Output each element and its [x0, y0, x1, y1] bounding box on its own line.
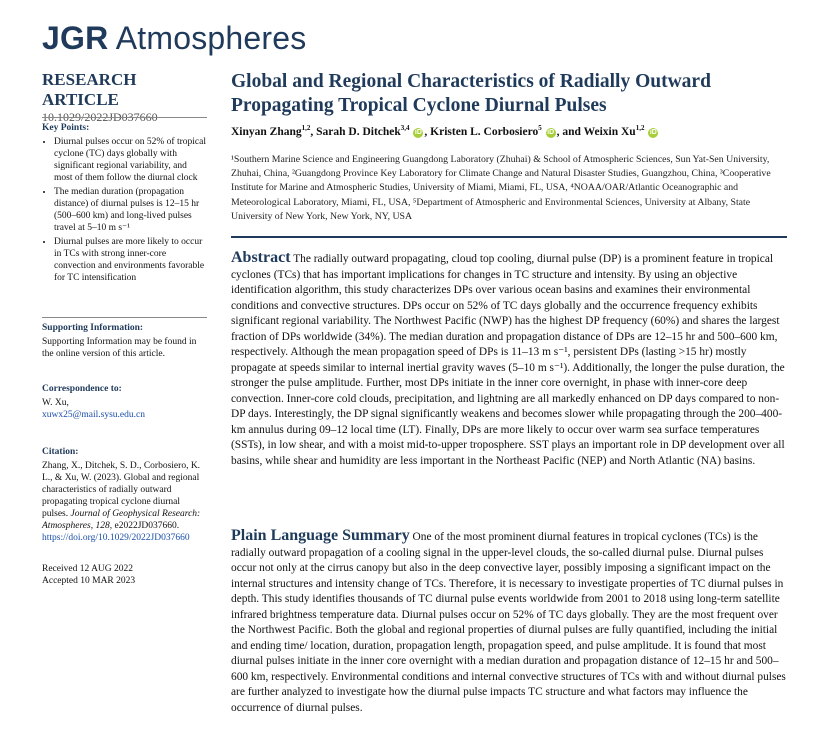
correspondence-email-link[interactable]: xuwx25@mail.sysu.edu.cn [42, 410, 145, 420]
citation [42, 446, 207, 544]
plain-language-summary [231, 528, 787, 716]
sidebar [42, 70, 207, 586]
received-date: Received 12 AUG 2022 [42, 564, 134, 574]
divider [42, 317, 207, 318]
plain-language-text: One of the most prominent diurnal features in tropical cyclones (TCs) is the radially outward propagation of a cooling signal in the upper-level clouds, the so-called diurnal pulse. Diurnal pulses occur not only at the cirrus canopy but also in the deep convective layer, possibly imposing a significant impact on the internal structures and intensity change of TCs. Therefore, it is necessary to investigate properties of TC diurnal pulses in depth. This study identifies thousands of TC diurnal pulse events worldwide from 2001 to 2018 using long-term satellite infrared brightness temperature data. Diurnal pulses occur on 52% of TC days globally. They are the most frequent over the Northwest Pacific. Both the global and regional properties of diurnal pulses are fully quantified, including the initial and ending time/ location, duration, propagation length, propagation speed, and pulse amplitude. It is found that most diurnal pulses initiate in the inner core overnight with a median duration and propagation distance of 12–15 hr and 500–600 km, respectively. Environmental conditions and internal convective structures of TCs with and without diurnal pulses are further analyzed to investigate how the diurnal pulse impacts TC structure and what factors may influence the occurrence of diurnal pulses. [231, 531, 786, 714]
affiliations: ¹Southern Marine Science and Engineering Guangdong Laboratory (Zhuhai) & School of Atmospheric Sciences, Sun Yat-Sen University, Zhuhai, China, ²Guangdong Province Key Laboratory for Climate Change and Natural Disaster Studies, Guangzhou, China, ³Cooperative Institute for Marine and Atmospheric Studies, University of Miami, Miami, FL, USA, ⁴NOAA/OAR/Atlantic Oceanographic and Meteorological Laboratory, Miami, FL, USA, ⁵Department of Atmospheric and Environmental Sciences, University at Albany, State University of New York, New York, NY, USA [231, 154, 771, 222]
author: Weixin Xu$^{1,2}$ iD [583, 124, 657, 138]
citation-doi-link[interactable]: https://doi.org/10.1029/2022JD037660 [42, 533, 190, 543]
section-divider [231, 236, 787, 238]
abstract-text: The radially outward propagating, cloud top cooling, diurnal pulse (DP) is a prominent feature in tropical cyclones (TCs) that has important implications for changes in TC structure and intensity. By using an objective identification algorithm, this study characterizes DPs over various ocean basins and examines their environmental conditions and convective structures. DPs occur on 52% of TC days globally and the occurrence frequency exhibits significant regional variability. The Northwest Pacific (NWP) has the highest DP frequency (60%) and shares the largest fraction of DPs worldwide (34%). The median duration and propagation distance of DPs are 12–15 hr and 500–600 km, respectively. Although the mean propagation speed of DPs is 11–13 m s⁻¹, persistent DPs (lasting >15 hr) mostly propagate at speeds similar to internal inertial gravity waves (5–10 m s⁻¹). Additionally, the longer the pulse duration, the stronger the pulse amplitude. Further, most DPs initiate in the inner core overnight, in phase with inner-core deep convection. Inner-core cold clouds, precipitation, and lightning are all markedly enhanced on DP days compared to non-DP days. Interestingly, the DP signal significantly weakens and becomes slower while propagating through the 200–400-km annulus during 09–12 local time (LT). Finally, DPs are more likely to occur over warm sea surface temperatures (SSTs), in low shear, and with a moist mid-to-upper troposphere. SST plays an important role in DP development over all basins, while shear and humidity are less important in the Northeast Pacific (NEP) and North Atlantic (NA) basins. [231, 253, 785, 467]
author-list [231, 125, 787, 139]
key-point: • Diurnal pulses are more likely to occur in TCs with strong inner-core convection and environments favorable for TC intensification [54, 236, 207, 284]
orcid-icon[interactable]: iD [649, 129, 657, 136]
abstract-heading: Abstract [231, 249, 291, 266]
key-point: • Diurnal pulses occur on 52% of tropical cyclone (TC) days globally with significant regional variability, and most of them follow the diurnal clock [54, 136, 207, 184]
divider [42, 117, 207, 118]
plain-language-heading: Plain Language Summary [231, 527, 410, 544]
orcid-icon[interactable]: iD [547, 129, 555, 136]
journal-name: JGR Atmospheres [42, 20, 307, 56]
abstract [231, 250, 787, 469]
supporting-text: Supporting Information may be found in the online version of this article. [42, 337, 197, 359]
accepted-date: Accepted 10 MAR 2023 [42, 576, 136, 586]
author: Kristen L. Corbosiero$^5$ iD , and [430, 124, 584, 138]
citation-title: Citation: [42, 447, 79, 457]
orcid-icon[interactable]: iD [414, 129, 422, 136]
citation-text: Zhang, X., Ditchek, S. D., Corbosiero, K. L., & Xu, W. (2023). Global and regional characteristics of radially outward propagating tropical cyclone diurnal pulses. Journal of Geophysical Research: Atmospheres, 128, e2022JD037660. [42, 461, 201, 531]
supporting-title: Supporting Information: [42, 323, 144, 333]
correspondence-name: W. Xu, [42, 398, 69, 408]
author: Sarah D. Ditchek$^{3,4}$ iD , [316, 124, 431, 138]
key-point: • The median duration (propagation distance) of diurnal pulses is 12–15 hr (500–600 km) and long-lived pulses travel at 5–10 m s⁻¹ [54, 186, 207, 234]
article-doi: 10.1029/2022JD037660 [42, 110, 158, 124]
dates [42, 563, 207, 587]
key-points [42, 122, 207, 286]
article-type: RESEARCH ARTICLE [42, 70, 137, 109]
supporting-info [42, 322, 207, 360]
author: Xinyan Zhang$^{1,2}$, [231, 124, 317, 138]
correspondence [42, 383, 207, 421]
correspondence-title: Correspondence to: [42, 384, 122, 394]
article-title: Global and Regional Characteristics of Radially Outward Propagating Tropical Cyclone Diurnal Pulses [231, 71, 711, 116]
key-points-title: Key Points: [42, 123, 90, 133]
